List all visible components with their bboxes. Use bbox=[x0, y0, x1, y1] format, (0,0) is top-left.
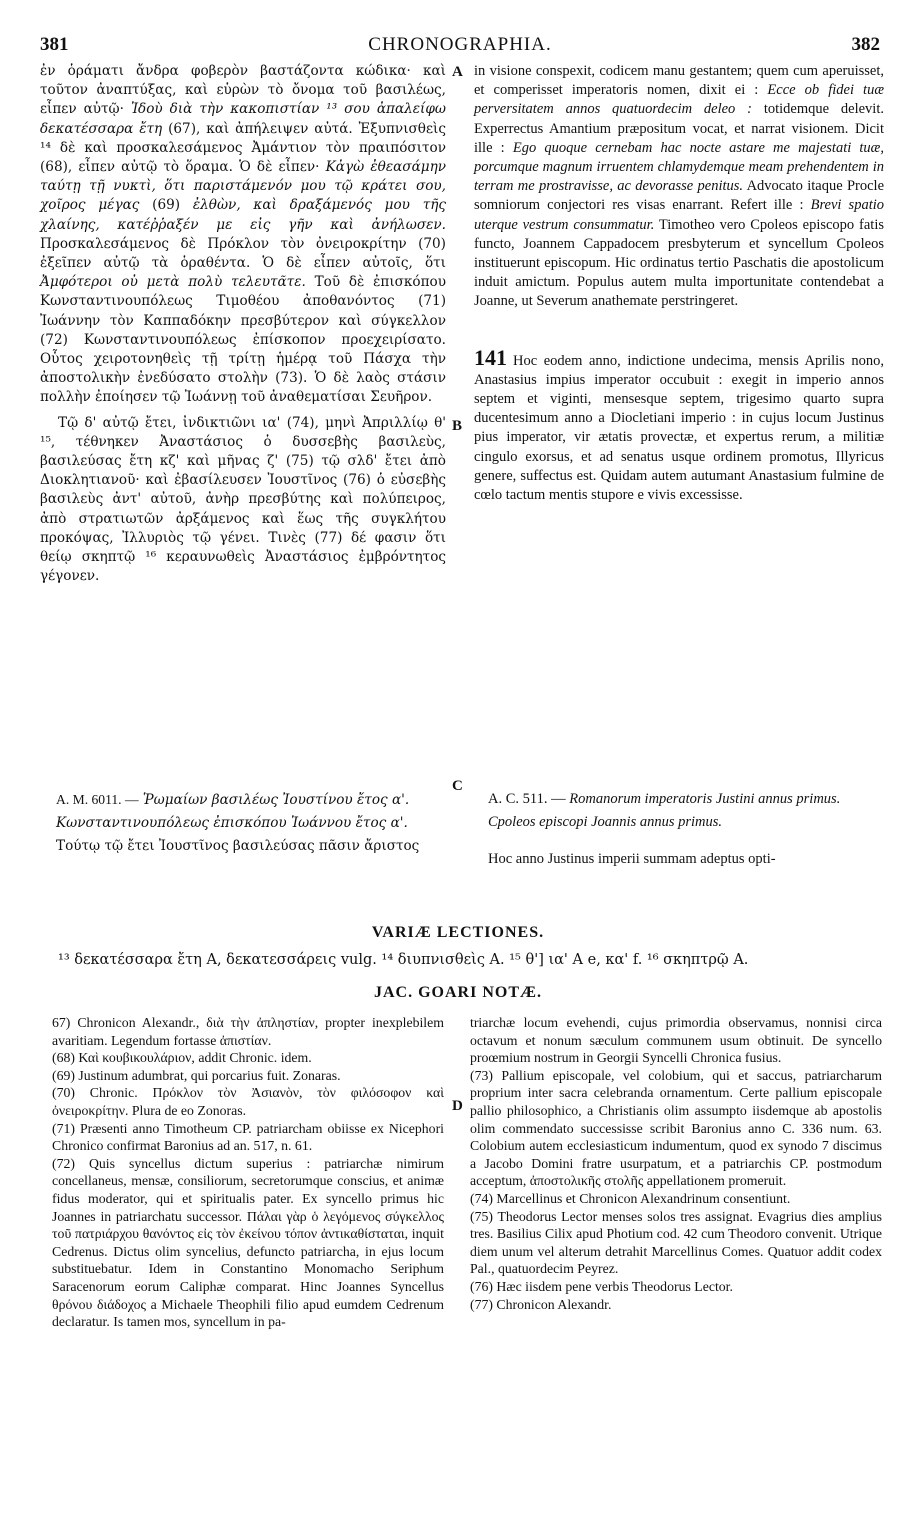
latin-year-title: Romanorum imperatoris Justini annus primus. bbox=[569, 791, 841, 807]
page-number-left: 381 bbox=[40, 34, 69, 55]
margin-marker-d: D bbox=[452, 1098, 463, 1114]
note-item: (73) Pallium episcopale, vel colobium, qui et saccus, patriarcharum proprium inter sacra celebranda ornamentum. Certe pallium episcopale pallio philosophico, a Christianis olim assumpto iisdemque ab apostolis olim commendato successisse scribit Baronius anno C. 336 num. 63. Colobium autem ecclesiasticum indumentum, quod ex synodo 7 discimus a Jacobo Domini fratre usurpatum, et a patriarchis CP. postmodum acceptum, ἀποστολικῆς στολῆς appellationem promeruit. bbox=[470, 1067, 882, 1189]
greek-bishop-year: Κωνσταντινουπόλεως ἐπισκόπου Ἰωάννου ἔτος α'. bbox=[56, 815, 408, 832]
latin-text: Timotheo vero Cpoleos episcopo fatis functo, Joannem Cappadocem presbyterum et syncellum Cpoleos instituerunt episcopum. Hic ordinatus tertio Paschatis die apostolicum induit amictum. Populus autem multa importunitate contendebat a Joanne, ut Severum anathemate perstringeret. bbox=[474, 216, 884, 310]
note-item: (74) Marcellinus et Chronicon Alexandrinum consentiunt. bbox=[470, 1190, 791, 1206]
variae-lectiones-title: VARIÆ LECTIONES. bbox=[371, 924, 545, 941]
greek-paragraph-2: Τῷ δ' αὐτῷ ἔτει, ἰνδικτιῶνι ια' (74), μηνὶ Ἀπριλλίῳ θ' ¹⁵, τέθνηκεν Ἀναστάσιος ὁ δυσσεβὴς βασιλεὺς, βασιλεύσας ἔτη κζ' καὶ μῆνας ζ' (75) τῷ σλδ' ἔτει ἀπὸ Διοκλητιανοῦ· καὶ ἐβασίλευσεν Ἰουστῖνος (76) ὁ εὐσεβὴς βασιλεὺς ἀντ' αὐτοῦ, ἀνὴρ πρεσβύτης καὶ πολύπειρος, ἀπὸ στρατιωτῶν ἀρξάμενος καὶ ἕως τῆς συγκλήτου προκόψας, Ἰλλυριὸς τῷ γένει. Τινὲς (77) δέ φασιν ὅτι θείῳ σκηπτῷ ¹⁶ κεραυνωθεὶς Ἀναστάσιος ἐμβρόντητος γέγονεν. bbox=[40, 414, 446, 585]
greek-year-title: Ῥωμαίων βασιλέως Ἰουστίνου ἔτος α'. bbox=[142, 792, 410, 808]
note-item: triarchæ locum evehendi, cujus primordia observamus, nonnisi circa octavum et nonum sæculum communem usum obtinuit. De syncello proœmium nostrum in Georgii Syncelli Chronica fusius. bbox=[470, 1015, 882, 1066]
greek-italic: Ἰδοὺ διὰ τὴν κακοπιστίαν bbox=[130, 101, 320, 118]
greek-italic: Ἀμφότεροι οὐ μετὰ πολὺ τελευτᾶτε. bbox=[40, 274, 306, 291]
notes-left-column bbox=[52, 1014, 444, 1331]
latin-year-label: A. C. 511. — bbox=[488, 791, 566, 807]
section-number: 141 bbox=[474, 344, 507, 370]
note-item: (70) Chronic. Πρόκλον τὸν Ἀσιανὸν, τὸν φιλόσοφον καὶ ὀνειροκρίτην. Plura de eo Zonoras. bbox=[52, 1085, 444, 1118]
latin-year-text: Hoc anno Justinus imperii summam adeptus opti- bbox=[488, 851, 776, 868]
note-item: (77) Chronicon Alexandr. bbox=[470, 1296, 612, 1312]
note-item: (72) Quis syncellus dictum superius : patriarchæ nimirum concellaneus, mensæ, consiliorum, secretorumque conscius, et animæ fidus moderator, qui et spiritualis pater. Ex syncello primus hic Joannes in patriarchatu successor. Πάλαι γὰρ ὁ λεγόμενος σύγκελλος τοῦ πατριάρχου θανόντος εἰς τὸν ἐκείνου τόπον ἀντικαθίσταται, inquit Cedrenus. Dictus olim syncelius, defuncto patriarcha, in ejus locum substituebatur. Idem in Constantino Monomacho Seriphum Saracenorum eorum Caliphæ comparat. Hinc Joannes Syncellus θρόνου διάδοχος a Michaele Theophili filio apud eumdem Cedrenum declaratur. Is tamen mos, syncellum in pa- bbox=[52, 1155, 444, 1330]
latin-text-column bbox=[474, 62, 884, 505]
notes-right-column bbox=[470, 1014, 882, 1313]
margin-marker-b: B bbox=[452, 418, 463, 434]
latin-bishop-year: Cpoleos episcopi Joannis annus primus. bbox=[488, 814, 723, 831]
note-item: 67) Chronicon Alexandr., διὰ τὴν ἀπληστίαν, propter inexplebilem avaritiam. Legendum fortasse ἀπιστίαν. bbox=[52, 1015, 444, 1048]
margin-marker-a: A bbox=[452, 64, 463, 80]
greek-text: Προσκαλεσάμενος δὲ Πρόκλον τὸν ὀνειροκρίτην (70) ἐξεῖπεν αὐτῷ τὰ ὁραθέντα. Ὁ δὲ εἶπεν αὐτοῖς, ὅτι bbox=[40, 235, 446, 272]
latin-italic: Brevi spatio uterque vestrum consummatur. bbox=[474, 197, 884, 233]
latin-text: Hoc eodem anno, indictione undecima, mensis Aprilis nono, Anastasius impius imperator occubuit : exegit in imperio annos septem et viginti, mensesque septem, trigesimo quarto supra ducentesimum anno a Diocletiani imperio : in cujus locum Justinus pius imperator, vir ætatis provectæ, et expertus rerum, a militiæ cingulo exorsus, et ad senatus usque ordinem promotus, Illyricus genere, suffectus est. Quidam autem autumant Anastasium fulmine de cœlo tactum mentis stupore e vivis excessisse. bbox=[474, 352, 884, 504]
note-item: (69) Justinum adumbrat, qui porcarius fuit. Zonaras. bbox=[52, 1067, 341, 1083]
greek-year-label: A. M. 6011. — bbox=[56, 792, 139, 807]
greek-text: (67), καὶ ἀπήλειψεν αὐτά. Ἐξυπνισθεὶς ¹⁴ δὲ καὶ προσκαλεσάμενος Ἀμάντιον τὸν πραιπόσιτον (68), εἶπεν αὐτῷ τὸ ὅραμα. Ὁ δὲ εἶπεν· bbox=[40, 120, 446, 176]
greek-italic: Κἀγὼ ἐθεασάμην ταύτῃ τῇ νυκτὶ, ὅτι παριστάμενόν μου τῷ κράτει σου, χοῖρος μέγας bbox=[40, 159, 446, 214]
running-header bbox=[40, 34, 880, 60]
greek-year-entry bbox=[56, 790, 446, 857]
note-item: (75) Theodorus Lector menses solos tres assignat. Evagrius dies amplius tres. Basilius Cilix apud Photium cod. 42 cum Theodoro convenit. Utrique diem unum vel alterum detrahit Marcellinus Comes. Quatuor addit codex Pal., quatuordecim Peyrez. bbox=[470, 1208, 882, 1277]
greek-paragraph-1 bbox=[40, 62, 446, 408]
page-number-right: 382 bbox=[851, 34, 880, 55]
note-item: (68) Καὶ κουβικουλάριον, addit Chronic. idem. bbox=[52, 1050, 312, 1066]
greek-year-text: Τούτῳ τῷ ἔτει Ἰουστῖνος βασιλεύσας πᾶσιν ἄριστος bbox=[56, 838, 420, 855]
latin-text: Advocato itaque Procle somniorum conjectori res visas enarrant. Refert ille : bbox=[474, 178, 885, 214]
latin-paragraph-2 bbox=[474, 344, 884, 506]
notes-title: JAC. GOARI NOTÆ. bbox=[373, 984, 542, 1001]
note-item: (71) Præsenti anno Timotheum CP. patriarcham obiisse ex Nicephori Chronico confirmat Baronius ad an. 517, n. 61. bbox=[52, 1120, 444, 1154]
greek-text: Τοῦ δὲ ἐπισκόπου Κωνσταντινουπόλεως Τιμοθέου ἀποθανόντος (71) Ἰωάννην τὸν Καππαδόκην πρεσβύτερον καὶ σύγκελλον (72) Κωνσταντινουπόλεως ἐπίσκοπον προεχειρίσατο. Οὗτος χειροτονηθεὶς τῇ τρίτῃ ἡμέρᾳ τοῦ Πάσχα τὴν ἀποστολικὴν ἐνεδύσατο στολὴν (73). Ὁ δὲ λαὸς στάσιν πολλὴν ἐποίησεν τῷ Ἰωάννῃ τοῦ ἀναθεματίσαι Σευῆρον. bbox=[40, 274, 446, 406]
latin-paragraph-1 bbox=[474, 62, 884, 312]
greek-italic: ¹³ σου ἀπαλείφω δεκατέσσαρα ἔτη bbox=[40, 101, 446, 137]
latin-italic: Ego quoque cernebam hac nocte astare me majestati tuæ, porcumque magnum irruentem chlamydemque meam prehendentem in terram me prostravisse, ac devorasse penitus. bbox=[474, 139, 884, 195]
latin-italic: Ecce ob fidei tuæ perversitatem annos quatuordecim deleo : bbox=[474, 82, 885, 118]
latin-text: totidemque delevit. Experrectus Amantium præpositum vocat, et narrat visionem. Dicit ille : bbox=[474, 101, 884, 156]
variae-lectiones-text: ¹³ δεκατέσσαρα ἔτη A, δεκατεσσάρεις vulg. ¹⁴ διυπνισθεὶς A. ¹⁵ θ'] ια' A e, κα' f. ¹⁶ σκηπτρῷ A. bbox=[58, 952, 749, 968]
greek-italic: ἐλθὼν, καὶ δραξάμενός μου τῆς χλαίνης, κατέῤῥαξέν με εἰς γῆν καὶ ἀνήλωσεν. bbox=[40, 197, 446, 233]
latin-text: in visione conspexit, codicem manu gestantem; quem cum aperuisset, et comperisset imperatoris nomen, dixit ei : bbox=[474, 63, 884, 99]
latin-year-entry bbox=[488, 790, 884, 870]
note-item: (76) Hæc iisdem pene verbis Theodorus Lector. bbox=[470, 1278, 733, 1294]
greek-text: (69) bbox=[152, 197, 181, 214]
greek-text: ἐν ὁράματι ἄνδρα φοβερὸν βαστάζοντα κώδικα· καὶ τοῦτον ἀναπτύξας, καὶ εὑρὼν τὸ ὄνομα τοῦ βασιλέως, εἶπεν αὐτῷ· bbox=[40, 63, 446, 118]
greek-text-column bbox=[40, 62, 446, 586]
page-title: CHRONOGRAPHIA. bbox=[368, 34, 552, 55]
margin-marker-c: C bbox=[452, 778, 463, 794]
